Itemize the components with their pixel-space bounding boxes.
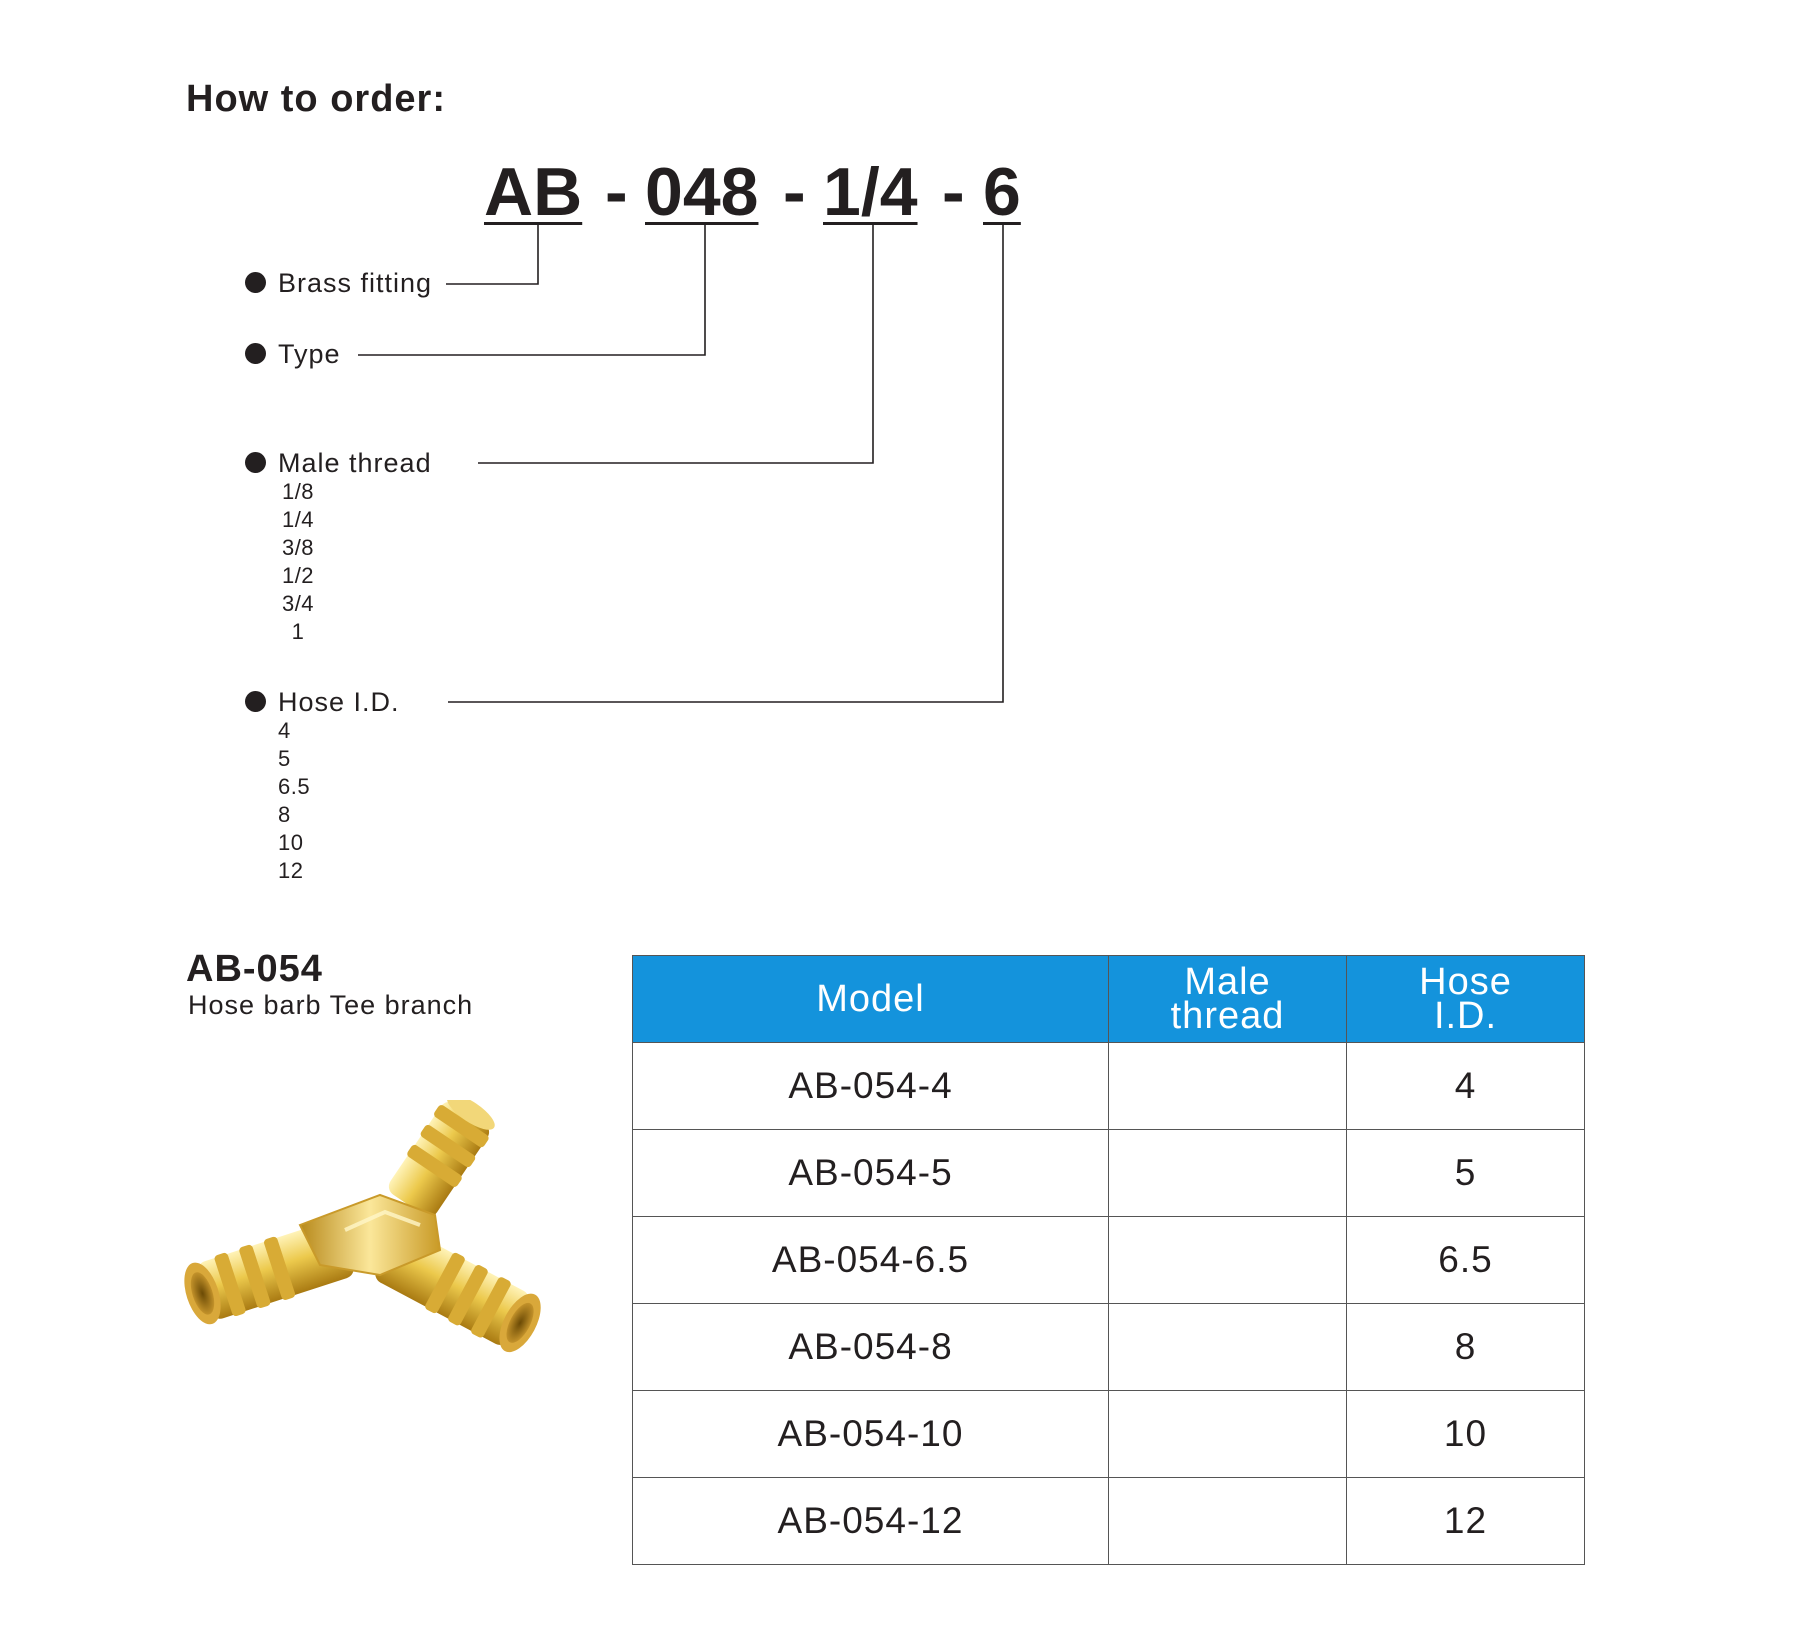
male-thread-options: [278, 478, 318, 646]
bullet-icon: [245, 691, 266, 712]
code-segment-type: 048: [645, 154, 759, 230]
hose-id-option: 4: [278, 718, 291, 743]
cell-hose-id: 8: [1347, 1304, 1585, 1391]
cell-hose-id: 6.5: [1347, 1217, 1585, 1304]
cell-male-thread: [1109, 1043, 1347, 1130]
table-row: [633, 1304, 1585, 1391]
table-row: [633, 1391, 1585, 1478]
male-thread-option: 3/8: [281, 535, 315, 560]
hose-id-option: 12: [278, 858, 304, 883]
cell-male-thread: [1109, 1478, 1347, 1565]
legend-male-thread: Male thread: [278, 448, 432, 478]
column-header-hose-id-label: Hose I.D.: [1419, 961, 1512, 1037]
cell-hose-id: 4: [1347, 1043, 1585, 1130]
cell-hose-id: 12: [1347, 1478, 1585, 1565]
code-separator: -: [605, 154, 628, 230]
cell-male-thread: [1109, 1130, 1347, 1217]
code-segment-series: AB: [484, 154, 583, 230]
cell-hose-id: 5: [1347, 1130, 1585, 1217]
leader-line-brass: [446, 224, 538, 284]
column-header-model: Model: [633, 956, 1109, 1043]
cell-model: AB-054-5: [633, 1130, 1109, 1217]
cell-male-thread: [1109, 1304, 1347, 1391]
bullet-icon: [245, 272, 266, 293]
bullet-icon: [245, 452, 266, 473]
male-thread-option: 1/2: [281, 563, 315, 588]
male-thread-option: 1/8: [281, 479, 315, 504]
table-row: [633, 1478, 1585, 1565]
male-thread-option: 1: [291, 619, 305, 644]
code-segment-hose: 6: [983, 154, 1021, 230]
code-segment-thread: 1/4: [823, 154, 918, 230]
hose-id-option: 5: [278, 746, 291, 771]
cell-hose-id: 10: [1347, 1391, 1585, 1478]
column-header-hose-id: [1347, 956, 1585, 1043]
product-name: Hose barb Tee branch: [188, 990, 474, 1020]
cell-model: AB-054-12: [633, 1478, 1109, 1565]
hose-id-option: 8: [278, 802, 291, 827]
legend-brass-fitting: Brass fitting: [278, 268, 433, 298]
male-thread-option: 3/4: [281, 591, 315, 616]
page-heading: How to order:: [186, 78, 446, 120]
column-header-male-thread-label: Male thread: [1170, 961, 1285, 1037]
bullet-icon: [245, 343, 266, 364]
code-separator: -: [942, 154, 965, 230]
spec-table: [632, 955, 1585, 1565]
cell-model: AB-054-8: [633, 1304, 1109, 1391]
column-header-male-thread: [1109, 956, 1347, 1043]
table-row: [633, 1130, 1585, 1217]
legend-type: Type: [278, 339, 341, 369]
hose-id-option: 10: [278, 830, 304, 855]
cell-male-thread: [1109, 1391, 1347, 1478]
cell-model: AB-054-10: [633, 1391, 1109, 1478]
brass-tee-image: [180, 1100, 560, 1380]
cell-male-thread: [1109, 1217, 1347, 1304]
product-code: AB-054: [186, 948, 323, 990]
male-thread-option: 1/4: [281, 507, 315, 532]
table-header-row: [633, 956, 1585, 1043]
legend-hose-id: Hose I.D.: [278, 687, 400, 717]
table-row: [633, 1043, 1585, 1130]
code-separator: -: [783, 154, 806, 230]
cell-model: AB-054-6.5: [633, 1217, 1109, 1304]
cell-model: AB-054-4: [633, 1043, 1109, 1130]
hose-id-options: [278, 717, 310, 885]
hose-id-option: 6.5: [278, 774, 311, 799]
table-row: [633, 1217, 1585, 1304]
